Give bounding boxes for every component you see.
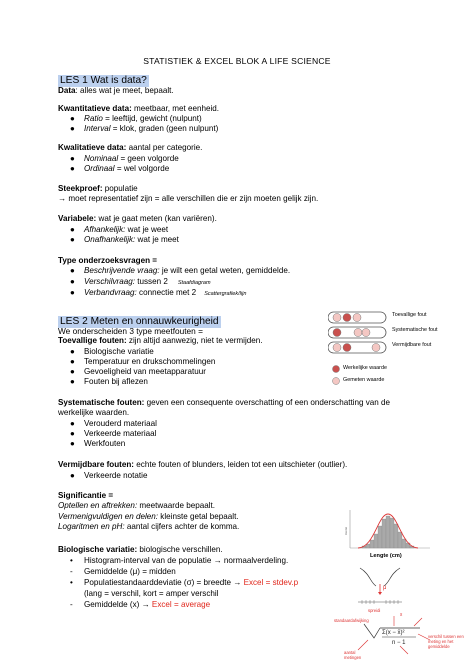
error-diagram xyxy=(328,310,458,402)
onderzoeksvragen-heading: Type onderzoeksvragen = xyxy=(58,256,158,265)
significantie-rule: Vermenigvuldigen en delen: kleinste getal bepaalt. xyxy=(58,512,239,521)
svg-text:Aantal: Aantal xyxy=(344,527,348,535)
biologische-variatie-definition: Biologische variatie: biologische verschillen. xyxy=(58,545,223,554)
steekproef-note: → moet representatief zijn = alle verschillen die er zijn moeten gelijk zijn. xyxy=(58,194,319,203)
legend-label-vermijdbaar: Vermijdbare fout xyxy=(392,342,432,348)
verschil-label: verschil tussen een meting en het gemiddelde xyxy=(428,634,464,649)
legend-label-gemeten-waarde: Gemeten waarde xyxy=(343,377,385,383)
measurement-error-figure xyxy=(328,310,458,402)
svg-text:Σ(x − x̄)²: Σ(x − x̄)² xyxy=(382,630,405,636)
histogram-xlabel: Lengte (cm) xyxy=(370,553,402,559)
aantal-metingen-label: aantal metingen xyxy=(344,650,362,660)
significantie-heading: Significantie = xyxy=(58,491,114,500)
spreiding-label: spreidi xyxy=(368,608,381,613)
significantie-rule: Optellen en aftrekken: meetwaarde bepaalt. xyxy=(58,501,216,510)
list-item: • Histogram-interval van de populatie → normaalverdeling. xyxy=(70,556,289,565)
vermijdbare-fouten-definition: Vermijdbare fouten: echte fouten of blunders, leiden tot een uitschieter (outlier). xyxy=(58,460,348,469)
systematische-fouten-continued: werkelijke waarden. xyxy=(58,408,130,417)
standaardafwijking-label: standaardafwijking xyxy=(334,618,369,623)
list-item: ● Verkeerde notatie xyxy=(70,471,148,480)
legend-label-werkelijke-waarde: Werkelijke waarde xyxy=(343,365,387,371)
list-item: ● Werkfouten xyxy=(70,439,126,448)
list-item: ● Onafhankelijk: wat je meet xyxy=(70,235,179,244)
normal-distribution-histogram xyxy=(344,506,434,556)
list-item: ● Verouderd materiaal xyxy=(70,419,157,428)
standard-deviation-annotation xyxy=(334,604,466,666)
list-item: ● Biologische variatie xyxy=(70,347,154,356)
list-item: ● Verschilvraag: tussen 2 Staafdiagram xyxy=(70,277,211,286)
xbar-label: x̄ xyxy=(400,612,403,617)
list-item: ● Gevoeligheid van meetapparatuur xyxy=(70,367,206,376)
list-item: (lang = verschil, kort = amper verschil xyxy=(84,589,219,598)
list-item: • Populatiestandaarddeviatie (σ) = breedte → Excel = stdev.p xyxy=(70,578,299,587)
fouten-intro: We onderscheiden 3 type meetfouten = xyxy=(58,326,203,336)
list-item: - Gemiddelde (μ) = midden xyxy=(70,567,176,576)
histogram-figure xyxy=(344,506,434,562)
les2-heading: LES 2 Meten en onnauwkeurigheid xyxy=(60,316,219,327)
significantie-rule: Logaritmen en pH: aantal cijfers achter de komma. xyxy=(58,522,240,531)
list-item: ● Fouten bij aflezen xyxy=(70,377,148,386)
steekproef-definition: Steekproef: populatie xyxy=(58,184,138,193)
mu-label: μ xyxy=(383,585,387,591)
list-item: ● Interval = klok, graden (geen nulpunt) xyxy=(70,124,219,133)
list-item: ● Ratio = leeftijd, gewicht (nulpunt) xyxy=(70,114,202,123)
list-item: ● Nominaal = geen volgorde xyxy=(70,154,179,163)
list-item: ● Temperatuur en drukschommelingen xyxy=(70,357,216,366)
kwalitatief-definition: Kwalitatieve data: aantal per categorie. xyxy=(58,143,203,152)
variabele-definition: Variabele: wat je gaat meten (kan variëren). xyxy=(58,214,217,223)
legend-label-systematisch: Systematische fout xyxy=(392,327,438,333)
list-item: ● Verkeerde materiaal xyxy=(70,429,157,438)
list-item: ● Ordinaal = wel volgorde xyxy=(70,164,170,173)
kwantitatief-definition: Kwantitatieve data: meetbaar, met eenheid. xyxy=(58,104,220,113)
svg-text:n − 1: n − 1 xyxy=(392,640,406,646)
les1-heading: LES 1 Wat is data? xyxy=(60,75,147,86)
data-definition: Data: alles wat je meet, bepaalt. xyxy=(58,86,174,95)
list-item: - Gemiddelde (x) → Excel = average xyxy=(70,600,211,609)
legend-label-toevallig: Toevallige fout xyxy=(392,312,427,318)
list-item: ● Afhankelijk: wat je weet xyxy=(70,225,169,234)
document-title: STATISTIEK & EXCEL BLOK A LIFE SCIENCE xyxy=(143,56,331,66)
list-item: ● Verbandvraag: connectie met 2 Scattergrafiek/lijn xyxy=(70,288,247,297)
toevallige-fouten-definition: Toevallige fouten: zijn altijd aanwezig, niet te vermijden. xyxy=(58,336,263,345)
systematische-fouten-definition: Systematische fouten: geven een consequente overschatting of een onderschatting van de xyxy=(58,398,391,407)
list-item: ● Beschrijvende vraag: je wilt een getal weten, gemiddelde. xyxy=(70,266,291,275)
